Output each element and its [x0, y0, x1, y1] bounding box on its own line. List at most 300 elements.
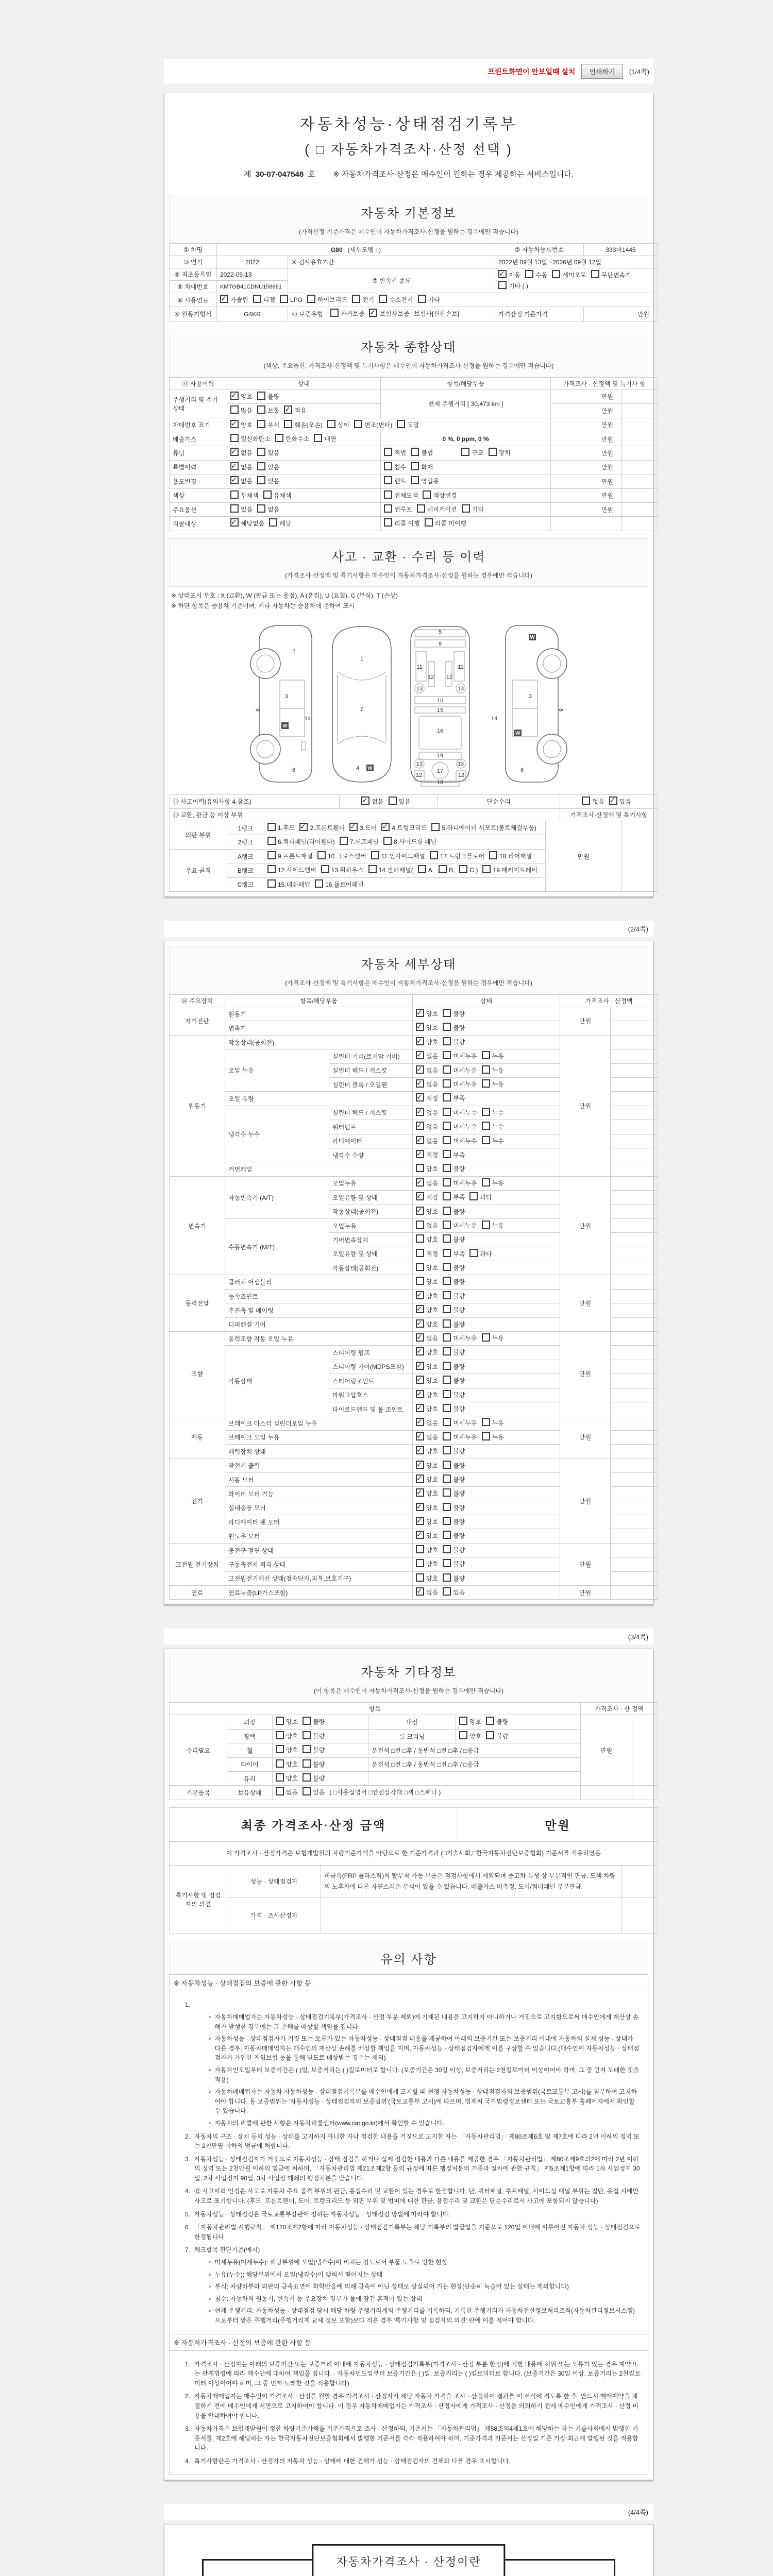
- option-미세누유[interactable]: [443, 1178, 477, 1189]
- checkbox[interactable]: [416, 1432, 424, 1440]
- option-없음[interactable]: [416, 1432, 438, 1443]
- checkbox[interactable]: [352, 295, 360, 303]
- checkbox[interactable]: [349, 823, 358, 831]
- checkbox[interactable]: [416, 1503, 424, 1511]
- checkbox[interactable]: [369, 309, 377, 317]
- option-불량[interactable]: [443, 1475, 465, 1485]
- option-11.인사이드패널[interactable]: [371, 851, 425, 861]
- option-미세누유[interactable]: [443, 1065, 477, 1076]
- option-15.대쉬패널[interactable]: [267, 879, 310, 890]
- checkbox[interactable]: [498, 281, 507, 289]
- checkbox[interactable]: [303, 1773, 311, 1782]
- checkbox[interactable]: [330, 309, 339, 317]
- checkbox[interactable]: [486, 1717, 494, 1725]
- checkbox[interactable]: [230, 490, 239, 499]
- checkbox[interactable]: [430, 851, 438, 859]
- option-양호[interactable]: [416, 1164, 438, 1174]
- checkbox[interactable]: [489, 448, 497, 456]
- option-불량[interactable]: [303, 1745, 325, 1755]
- option-많음[interactable]: [230, 405, 253, 416]
- checkbox[interactable]: [416, 1093, 424, 1101]
- checkbox[interactable]: [257, 462, 265, 470]
- option-전체도색[interactable]: [384, 490, 418, 501]
- checkbox[interactable]: [416, 1573, 424, 1582]
- option-유채색[interactable]: [263, 490, 292, 501]
- option-불량[interactable]: [443, 1559, 465, 1569]
- option-불량[interactable]: [443, 1023, 465, 1033]
- checkbox[interactable]: [411, 448, 419, 456]
- checkbox[interactable]: [230, 420, 239, 428]
- option-색상변경[interactable]: [423, 490, 457, 501]
- checkbox[interactable]: [443, 1475, 451, 1483]
- checkbox[interactable]: [416, 1108, 424, 1116]
- checkbox[interactable]: [416, 1122, 424, 1130]
- option-불량[interactable]: [486, 1717, 508, 1727]
- option-보통[interactable]: [257, 405, 279, 416]
- checkbox[interactable]: [371, 851, 379, 859]
- option-없음[interactable]: [416, 1587, 438, 1598]
- checkbox[interactable]: [303, 1717, 311, 1725]
- option-일산화탄소[interactable]: [230, 434, 271, 444]
- checkbox[interactable]: [317, 851, 326, 859]
- option-도말[interactable]: [397, 420, 419, 430]
- checkbox[interactable]: [257, 420, 265, 428]
- option-누수[interactable]: [482, 1122, 504, 1132]
- option-불량[interactable]: [443, 1545, 465, 1555]
- option-부족[interactable]: [443, 1150, 465, 1160]
- option-탄화수소[interactable]: [275, 434, 309, 444]
- option-자동[interactable]: [498, 270, 520, 280]
- checkbox[interactable]: [276, 1745, 284, 1753]
- checkbox[interactable]: [416, 1221, 424, 1229]
- checkbox[interactable]: [267, 837, 276, 845]
- install-link[interactable]: 프린트화면이 안보일때 설치: [488, 67, 576, 76]
- option-과다[interactable]: [469, 1249, 492, 1259]
- checkbox[interactable]: [482, 1221, 490, 1229]
- option-누유[interactable]: [482, 1178, 504, 1189]
- checkbox[interactable]: [416, 1192, 424, 1200]
- option-없음[interactable]: [416, 1122, 438, 1132]
- checkbox[interactable]: [443, 1446, 451, 1454]
- option-부식[interactable]: [257, 420, 279, 430]
- option-불량[interactable]: [443, 1573, 465, 1584]
- checkbox[interactable]: [303, 1745, 311, 1753]
- checkbox[interactable]: [443, 1488, 451, 1497]
- checkbox[interactable]: [416, 1545, 424, 1553]
- option-9.프론트패널[interactable]: [267, 851, 313, 861]
- checkbox[interactable]: [443, 1503, 451, 1511]
- option-있음[interactable]: [257, 448, 279, 458]
- checkbox[interactable]: [416, 1376, 424, 1384]
- checkbox[interactable]: [416, 1305, 424, 1313]
- checkbox[interactable]: [384, 504, 392, 513]
- checkbox[interactable]: [220, 295, 228, 303]
- option-훼손(오손)[interactable]: [284, 420, 322, 430]
- checkbox[interactable]: [443, 1362, 451, 1370]
- checkbox[interactable]: [416, 1531, 424, 1539]
- checkbox[interactable]: [498, 270, 507, 278]
- option-양호[interactable]: [416, 1291, 438, 1301]
- checkbox[interactable]: [443, 1390, 451, 1398]
- option-양호[interactable]: [416, 1234, 438, 1245]
- checkbox[interactable]: [416, 1164, 424, 1172]
- option-부족[interactable]: [443, 1249, 465, 1259]
- checkbox[interactable]: [443, 1545, 451, 1553]
- option-불량[interactable]: [443, 1347, 465, 1358]
- option-양호[interactable]: [276, 1773, 298, 1784]
- checkbox[interactable]: [482, 1122, 490, 1130]
- option-무단변속기[interactable]: [591, 270, 631, 280]
- checkbox[interactable]: [462, 504, 470, 513]
- option-12.사이드멤버[interactable]: [267, 865, 316, 875]
- option-양호[interactable]: [416, 1009, 438, 1019]
- option-양호[interactable]: [459, 1731, 481, 1741]
- checkbox[interactable]: [461, 448, 469, 456]
- option-적정[interactable]: [416, 1150, 438, 1160]
- checkbox[interactable]: [276, 1717, 284, 1725]
- checkbox[interactable]: [276, 1731, 284, 1739]
- option-불량[interactable]: [443, 1234, 465, 1245]
- option-불량[interactable]: [443, 1488, 465, 1499]
- option-양호[interactable]: [230, 392, 253, 402]
- checkbox[interactable]: [418, 865, 426, 873]
- option-8.사이드실 패널[interactable]: [383, 837, 436, 847]
- checkbox[interactable]: [276, 1759, 284, 1768]
- checkbox[interactable]: [397, 420, 405, 428]
- option-양호[interactable]: [416, 1023, 438, 1033]
- option-매연[interactable]: [314, 434, 336, 444]
- option-디젤[interactable]: [253, 295, 275, 305]
- checkbox[interactable]: [443, 1531, 451, 1539]
- option-누유[interactable]: [482, 1079, 504, 1090]
- option-없음[interactable]: [416, 1065, 438, 1076]
- checkbox[interactable]: [443, 1319, 451, 1328]
- option-없음[interactable]: [416, 1108, 438, 1118]
- checkbox[interactable]: [416, 1319, 424, 1328]
- checkbox[interactable]: [384, 518, 392, 527]
- checkbox[interactable]: [384, 476, 392, 484]
- checkbox[interactable]: [416, 1150, 424, 1158]
- option-16.플로어패널[interactable]: [315, 879, 364, 890]
- checkbox[interactable]: [443, 1221, 451, 1229]
- option-부족[interactable]: [443, 1093, 465, 1104]
- option-누유[interactable]: [482, 1333, 504, 1344]
- option-C )[interactable]: [459, 865, 478, 875]
- checkbox[interactable]: [230, 462, 239, 470]
- option-18.리어패널[interactable]: [489, 851, 532, 861]
- checkbox[interactable]: [411, 476, 419, 484]
- checkbox[interactable]: [416, 1249, 424, 1257]
- checkbox[interactable]: [416, 1277, 424, 1285]
- option-불량[interactable]: [303, 1759, 325, 1770]
- option-불량[interactable]: [303, 1773, 325, 1784]
- checkbox[interactable]: [263, 490, 272, 499]
- option-불량[interactable]: [443, 1009, 465, 1019]
- checkbox[interactable]: [340, 837, 348, 845]
- option-하이브리드[interactable]: [307, 295, 347, 305]
- checkbox[interactable]: [525, 270, 533, 278]
- checkbox[interactable]: [459, 1717, 467, 1725]
- checkbox[interactable]: [230, 476, 239, 484]
- option-양호[interactable]: [416, 1347, 438, 1358]
- checkbox[interactable]: [443, 1150, 451, 1158]
- option-양호[interactable]: [230, 420, 253, 430]
- option-미세누수[interactable]: [443, 1122, 477, 1132]
- option-19.패키지트레이[interactable]: [482, 865, 537, 875]
- option-없음[interactable]: [416, 1221, 438, 1231]
- option-6.쿼터패널(리어휀다)[interactable]: [267, 837, 335, 847]
- option-불량[interactable]: [303, 1717, 325, 1727]
- checkbox[interactable]: [459, 865, 467, 873]
- checkbox[interactable]: [416, 1475, 424, 1483]
- checkbox[interactable]: [416, 1333, 424, 1342]
- checkbox[interactable]: [379, 295, 387, 303]
- checkbox[interactable]: [443, 1573, 451, 1582]
- checkbox[interactable]: [443, 1587, 451, 1596]
- checkbox[interactable]: [489, 851, 497, 859]
- checkbox[interactable]: [416, 1023, 424, 1031]
- option-불량[interactable]: [486, 1731, 508, 1741]
- checkbox[interactable]: [383, 837, 392, 845]
- option-불량[interactable]: [443, 1376, 465, 1386]
- checkbox[interactable]: [416, 1404, 424, 1412]
- option-양호[interactable]: [416, 1559, 438, 1569]
- option-있음[interactable]: [257, 462, 279, 472]
- option-누유[interactable]: [482, 1065, 504, 1076]
- checkbox[interactable]: [416, 1461, 424, 1469]
- checkbox[interactable]: [443, 1178, 451, 1187]
- checkbox[interactable]: [439, 865, 447, 873]
- option-불량[interactable]: [443, 1277, 465, 1287]
- checkbox[interactable]: [416, 1207, 424, 1215]
- option-누수[interactable]: [482, 1108, 504, 1118]
- checkbox[interactable]: [416, 1362, 424, 1370]
- checkbox[interactable]: [284, 405, 292, 414]
- checkbox[interactable]: [257, 448, 265, 456]
- checkbox[interactable]: [303, 1759, 311, 1768]
- option-누유[interactable]: [482, 1221, 504, 1231]
- checkbox[interactable]: [417, 504, 425, 513]
- option-보험사보증[interactable]: [369, 309, 409, 319]
- checkbox[interactable]: [443, 1559, 451, 1567]
- option-양호[interactable]: [276, 1731, 298, 1741]
- checkbox[interactable]: [443, 1418, 451, 1426]
- option-17.트렁크플로어[interactable]: [430, 851, 484, 861]
- option-불량[interactable]: [443, 1164, 465, 1174]
- option-있음[interactable]: [443, 1587, 465, 1598]
- option-없음[interactable]: [416, 1051, 438, 1061]
- checkbox[interactable]: [416, 1234, 424, 1243]
- option-화재[interactable]: [411, 462, 433, 472]
- option-양호[interactable]: [416, 1475, 438, 1485]
- checkbox[interactable]: [416, 1517, 424, 1525]
- checkbox[interactable]: [275, 434, 283, 442]
- checkbox[interactable]: [269, 518, 277, 527]
- checkbox[interactable]: [381, 823, 390, 831]
- checkbox[interactable]: [416, 1037, 424, 1045]
- option-적음[interactable]: [284, 405, 306, 416]
- checkbox[interactable]: [416, 1136, 424, 1144]
- option-적정[interactable]: [416, 1093, 438, 1104]
- option-네비게이션[interactable]: [417, 504, 457, 515]
- checkbox[interactable]: [307, 295, 315, 303]
- checkbox[interactable]: [314, 434, 322, 442]
- option-10.크로스멤버[interactable]: [317, 851, 366, 861]
- option-불량[interactable]: [443, 1263, 465, 1273]
- checkbox[interactable]: [443, 1333, 451, 1342]
- option-1.후드[interactable]: [267, 823, 295, 833]
- option-없음[interactable]: [416, 1079, 438, 1090]
- print-button[interactable]: 인쇄하기: [581, 64, 623, 79]
- option-변조(변타)[interactable]: [354, 420, 392, 430]
- checkbox[interactable]: [276, 1787, 284, 1795]
- option-렌트[interactable]: [384, 476, 406, 486]
- option-양호[interactable]: [416, 1545, 438, 1555]
- option-B,[interactable]: [439, 865, 455, 875]
- option-3.도어[interactable]: [349, 823, 377, 833]
- checkbox[interactable]: [230, 392, 239, 400]
- option-불량[interactable]: [303, 1731, 325, 1741]
- option-리콜 미이행[interactable]: [425, 518, 466, 529]
- option-기타 ( )[interactable]: [498, 281, 528, 291]
- option-양호[interactable]: [459, 1717, 481, 1727]
- checkbox[interactable]: [327, 420, 335, 428]
- option-누유[interactable]: [482, 1051, 504, 1061]
- checkbox[interactable]: [469, 1249, 478, 1257]
- option-침수[interactable]: [384, 462, 406, 472]
- checkbox[interactable]: [284, 420, 292, 428]
- checkbox[interactable]: [257, 392, 265, 400]
- option-불량[interactable]: [443, 1291, 465, 1301]
- checkbox[interactable]: [443, 1432, 451, 1440]
- option-영업용[interactable]: [411, 476, 439, 486]
- option-미세누유[interactable]: [443, 1432, 477, 1443]
- option-양호[interactable]: [416, 1488, 438, 1499]
- checkbox[interactable]: [482, 1136, 490, 1144]
- checkbox[interactable]: [443, 1079, 451, 1088]
- checkbox[interactable]: [354, 420, 362, 428]
- checkbox[interactable]: [416, 1446, 424, 1454]
- checkbox[interactable]: [315, 879, 323, 888]
- checkbox[interactable]: [482, 1178, 490, 1187]
- checkbox[interactable]: [443, 1305, 451, 1313]
- checkbox[interactable]: [443, 1461, 451, 1469]
- checkbox[interactable]: [482, 1432, 490, 1440]
- option-불량[interactable]: [257, 392, 279, 402]
- option-양호[interactable]: [276, 1717, 298, 1727]
- option-무채색[interactable]: [230, 490, 259, 501]
- option-불법[interactable]: [411, 448, 433, 458]
- checkbox[interactable]: [416, 1418, 424, 1426]
- checkbox[interactable]: [321, 865, 329, 873]
- checkbox[interactable]: [230, 518, 239, 527]
- checkbox[interactable]: [582, 796, 590, 805]
- checkbox[interactable]: [552, 270, 560, 278]
- option-미세누유[interactable]: [443, 1221, 477, 1231]
- option-불량[interactable]: [443, 1531, 465, 1541]
- option-전기[interactable]: [352, 295, 374, 305]
- checkbox[interactable]: [384, 448, 392, 456]
- option-없음[interactable]: [257, 504, 279, 515]
- option-A,[interactable]: [418, 865, 434, 875]
- checkbox[interactable]: [591, 270, 599, 278]
- option-미세누수[interactable]: [443, 1136, 477, 1146]
- option-양호[interactable]: [416, 1461, 438, 1471]
- option-7.루프패널[interactable]: [340, 837, 379, 847]
- checkbox[interactable]: [368, 865, 377, 873]
- checkbox[interactable]: [443, 1136, 451, 1144]
- option-양호[interactable]: [416, 1390, 438, 1400]
- checkbox[interactable]: [443, 1192, 451, 1200]
- checkbox[interactable]: [280, 295, 288, 303]
- option-불량[interactable]: [443, 1503, 465, 1513]
- checkbox[interactable]: [443, 1376, 451, 1384]
- option-13.휠하우스[interactable]: [321, 865, 364, 875]
- checkbox[interactable]: [443, 1234, 451, 1243]
- checkbox[interactable]: [443, 1065, 451, 1074]
- checkbox[interactable]: [443, 1108, 451, 1116]
- option-양호[interactable]: [276, 1745, 298, 1755]
- option-구조[interactable]: [461, 448, 483, 458]
- checkbox[interactable]: [267, 865, 276, 873]
- checkbox[interactable]: [267, 823, 276, 831]
- option-미세누유[interactable]: [443, 1079, 477, 1090]
- option-불량[interactable]: [443, 1461, 465, 1471]
- option-수동[interactable]: [525, 270, 547, 280]
- option-없음[interactable]: [276, 1787, 298, 1798]
- option-장치[interactable]: [489, 448, 511, 458]
- option-가솔린[interactable]: [220, 295, 248, 305]
- option-없음[interactable]: [361, 796, 383, 807]
- checkbox[interactable]: [267, 851, 276, 859]
- option-없음[interactable]: [230, 448, 253, 458]
- checkbox[interactable]: [486, 1731, 494, 1739]
- option-없음[interactable]: [230, 476, 253, 486]
- option-세미오토[interactable]: [552, 270, 586, 280]
- option-기타[interactable]: [462, 504, 484, 515]
- option-양호[interactable]: [416, 1037, 438, 1047]
- checkbox[interactable]: [411, 462, 419, 470]
- option-없음[interactable]: [582, 796, 604, 807]
- option-양호[interactable]: [416, 1277, 438, 1287]
- option-불량[interactable]: [443, 1362, 465, 1372]
- option-누수[interactable]: [482, 1136, 504, 1146]
- checkbox[interactable]: [482, 1065, 490, 1074]
- checkbox[interactable]: [482, 1108, 490, 1116]
- option-부족[interactable]: [443, 1192, 465, 1202]
- checkbox[interactable]: [230, 405, 239, 414]
- option-과다[interactable]: [469, 1192, 492, 1202]
- option-불량[interactable]: [443, 1319, 465, 1330]
- option-미세누수[interactable]: [443, 1108, 477, 1118]
- checkbox[interactable]: [443, 1249, 451, 1257]
- option-양호[interactable]: [416, 1573, 438, 1584]
- checkbox[interactable]: [443, 1122, 451, 1130]
- option-자가보증[interactable]: [330, 309, 364, 319]
- option-리콜 이행[interactable]: [384, 518, 420, 529]
- checkbox[interactable]: [482, 865, 491, 873]
- option-불량[interactable]: [443, 1305, 465, 1315]
- option-양호[interactable]: [416, 1263, 438, 1273]
- option-없음[interactable]: [416, 1418, 438, 1428]
- option-누유[interactable]: [482, 1432, 504, 1443]
- checkbox[interactable]: [253, 295, 261, 303]
- checkbox[interactable]: [303, 1731, 311, 1739]
- option-양호[interactable]: [416, 1503, 438, 1513]
- option-기타[interactable]: [418, 295, 440, 305]
- option-썬루프[interactable]: [384, 504, 412, 515]
- option-있음[interactable]: [389, 796, 411, 807]
